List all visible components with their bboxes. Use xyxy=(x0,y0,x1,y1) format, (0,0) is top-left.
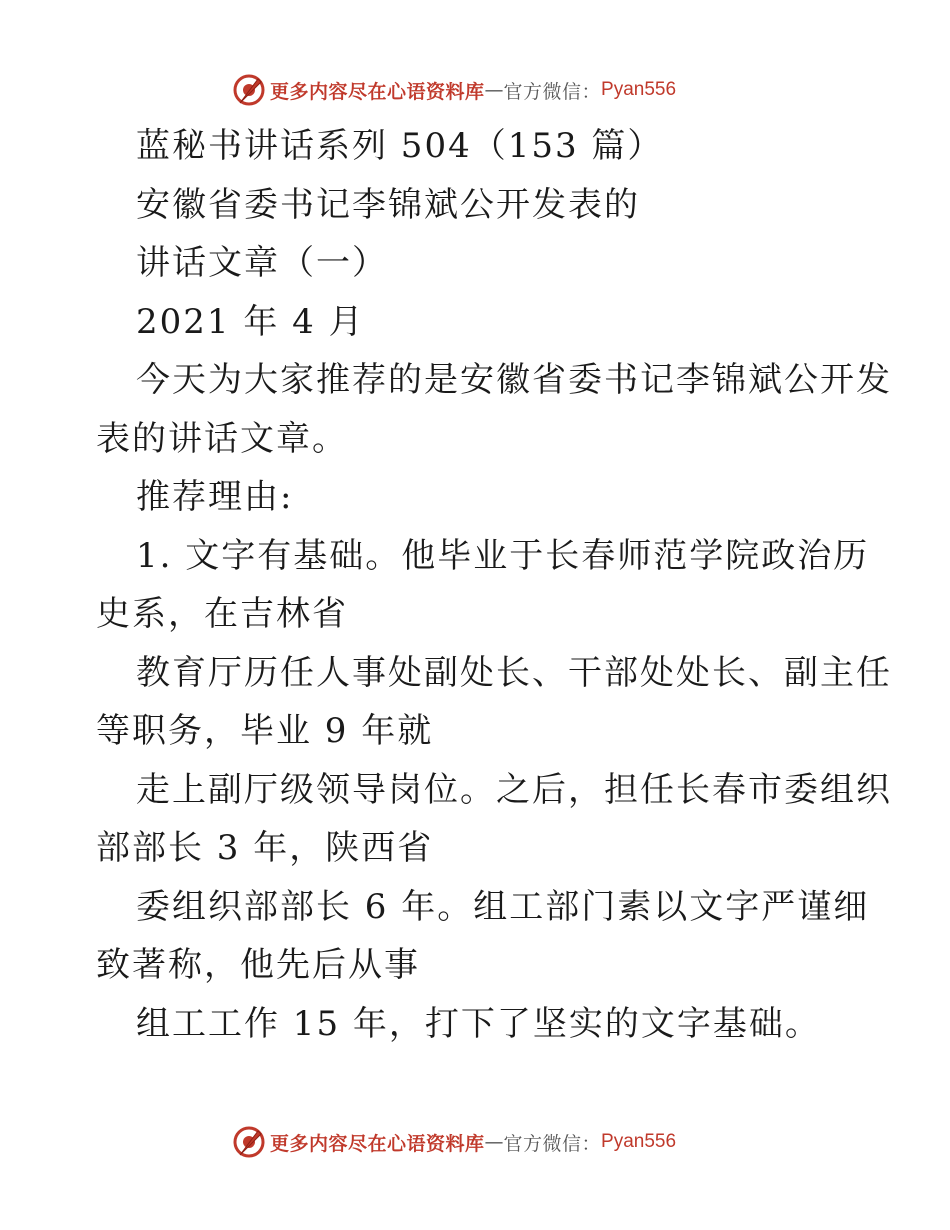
text-line: 部部长 3 年，陕西省 xyxy=(96,828,434,868)
watermark-dash: — xyxy=(484,1131,504,1153)
text-line: 今天为大家推荐的是安徽省委书记李锦斌公开发 xyxy=(136,360,892,400)
text-line: 走上副厅级领导岗位。之后，担任长春市委组织 xyxy=(136,769,892,810)
watermark-wechat-id: Pyan556 xyxy=(601,1131,677,1152)
quill-logo-icon xyxy=(232,73,266,107)
quill-logo-icon xyxy=(232,1125,266,1159)
watermark-wechat-id: Pyan556 xyxy=(601,79,677,100)
watermark-wechat-label: 官方微信： xyxy=(503,80,602,103)
watermark-wechat-label: 官方微信： xyxy=(503,1132,602,1155)
text-line: 讲话文章（一） xyxy=(136,243,388,283)
text-line: 委组织部部长 6 年。组工部门素以文字严谨细 xyxy=(136,886,870,927)
text-line: 2021 年 4 月 xyxy=(136,301,365,342)
watermark-site-name: 更多内容尽在心语资料库 xyxy=(270,1132,485,1155)
text-line: 致著称，他先后从事 xyxy=(96,945,420,985)
text-line: 推荐理由: xyxy=(136,477,294,517)
text-line: 教育厅历任人事处副处长、干部处处长、副主任 xyxy=(136,652,892,693)
footer-watermark xyxy=(232,1122,676,1162)
text-line: 史系，在吉林省 xyxy=(96,594,348,634)
text-line: 组工工作 15 年，打下了坚实的文字基础。 xyxy=(136,1003,821,1044)
text-line: 安徽省委书记李锦斌公开发表的 xyxy=(136,184,640,225)
header-watermark xyxy=(232,70,676,110)
watermark-site-name: 更多内容尽在心语资料库 xyxy=(270,80,485,103)
text-line: 蓝秘书讲话系列 504（153 篇） xyxy=(136,126,664,166)
watermark-dash: — xyxy=(484,79,504,101)
text-line: 1. 文字有基础。他毕业于长春师范学院政治历 xyxy=(136,535,870,576)
text-line: 等职务，毕业 9 年就 xyxy=(96,711,434,751)
text-line: 表的讲话文章。 xyxy=(96,418,348,459)
document-body xyxy=(96,124,892,1060)
